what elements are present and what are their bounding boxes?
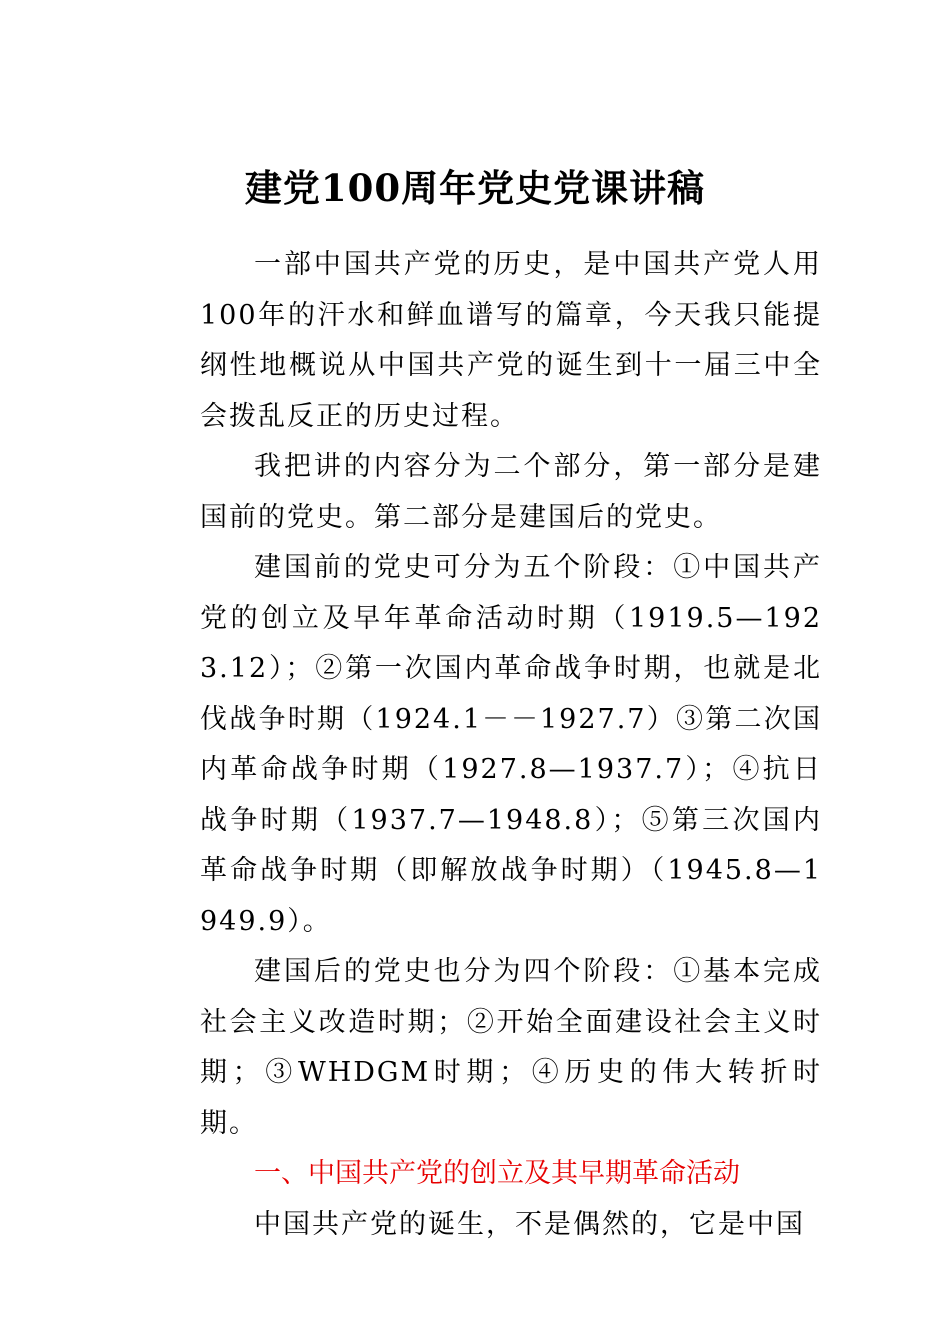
paragraph-section-start: 中国共产党的诞生，不是偶然的，它是中国 <box>254 1208 805 1240</box>
paragraph-pre-founding-stages: 建国前的党史可分为五个阶段：①中国共产党的创立及早年革命活动时期（1919.5—1923.12）；②第一次国内革命战争时期，也就是北伐战争时期（1924.1－－1927.7）③第二次国内革命战争时期（1927.8—1937.7）；④抗日战争时期（1937.7—1948.8）；⑤第三次国内革命战争时期（即解放战争时期）（1945.8—1949.9）。 <box>200 552 822 937</box>
paragraph-post-founding-stages: 建国后的党史也分为四个阶段：①基本完成社会主义改造时期；②开始全面建设社会主义时期；③WHDGM时期；④历史的伟大转折时期。 <box>200 956 822 1139</box>
paragraph-structure: 我把讲的内容分为二个部分，第一部分是建国前的党史。第二部分是建国后的党史。 <box>200 451 822 533</box>
section-heading: 一、中国共产党的创立及其早期革命活动 <box>254 1158 740 1189</box>
document-body <box>200 240 822 1250</box>
paragraph-intro: 一部中国共产党的历史，是中国共产党人用100年的汗水和鲜血谱写的篇章，今天我只能提纲性地概说从中国共产党的诞生到十一届三中全会拨乱反正的历史过程。 <box>200 249 822 432</box>
document-title: 建党100周年党史党课讲稿 <box>244 166 706 210</box>
